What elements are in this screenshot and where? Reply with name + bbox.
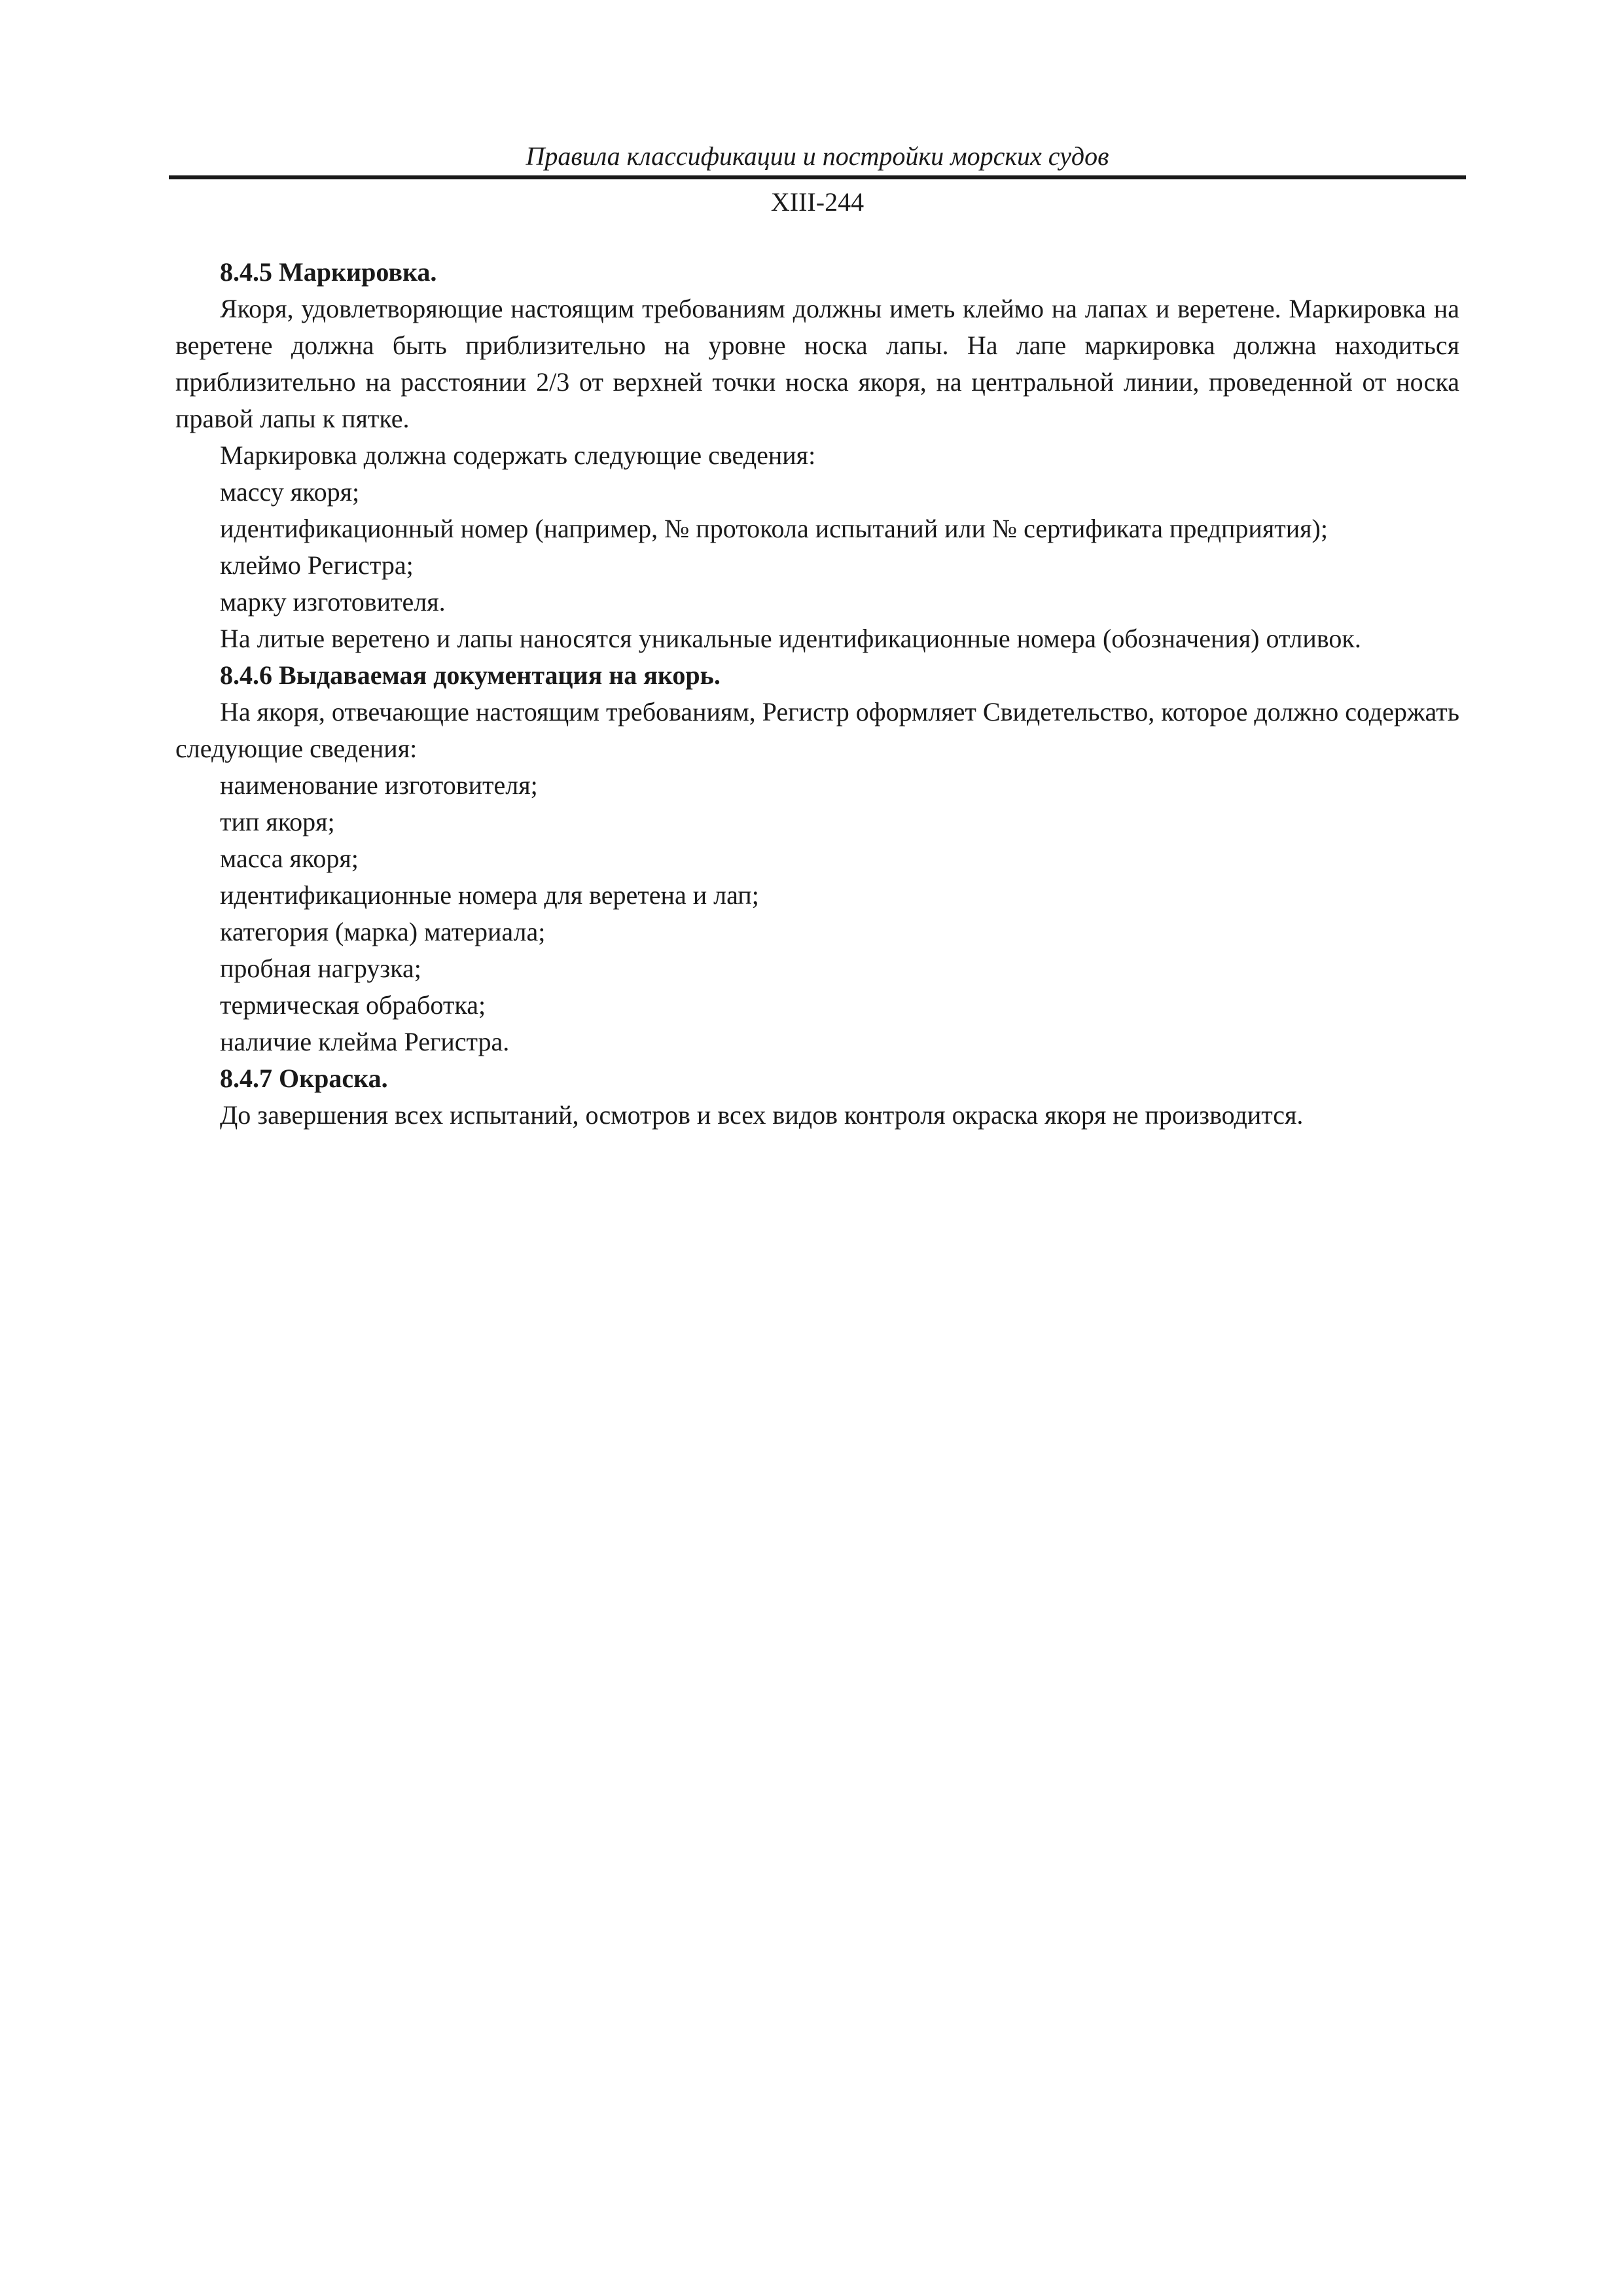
paragraph: Якоря, удовлетворяющие настоящим требованиям должны иметь клеймо на лапах и веретене. Маркировка на веретене должна быть приблизительно на уровне носка лапы. На лапе маркировка должна находиться приблизительно на расстоянии 2/3 от верхней точки носка якоря, на центральной линии, проведенной от носка правой лапы к пятке. (175, 294, 1459, 433)
list-item: идентификационные номера для веретена и лап; (220, 880, 759, 910)
paragraph: Маркировка должна содержать следующие сведения: (220, 440, 816, 470)
list-item: идентификационный номер (например, № протокола испытаний или № сертификата предприятия); (220, 514, 1328, 543)
list-item: категория (марка) материала; (220, 917, 546, 946)
list-item: клеймо Регистра; (220, 550, 414, 580)
page-number: XIII-244 (770, 187, 865, 217)
list-item: пробная нагрузка; (220, 954, 421, 983)
running-header: Правила классификации и постройки морских судов (526, 141, 1109, 171)
header-rule (169, 175, 1466, 179)
list-item: термическая обработка; (220, 990, 486, 1020)
paragraph: На литые веретено и лапы наносятся уникальные идентификационные номера (обозначения) отливок. (220, 624, 1361, 653)
list-item: масса якоря; (220, 844, 359, 873)
list-item: массу якоря; (220, 477, 360, 507)
document-body (175, 254, 1459, 1134)
paragraph: До завершения всех испытаний, осмотров и всех видов контроля окраска якоря не производится. (220, 1100, 1304, 1130)
list-item: марку изготовителя. (220, 587, 446, 617)
list-item: наличие клейма Регистра. (220, 1027, 510, 1056)
list-item: наименование изготовителя; (220, 770, 538, 800)
section-heading-8-4-5: 8.4.5 Маркировка. (220, 257, 437, 287)
section-heading-8-4-7: 8.4.7 Окраска. (220, 1064, 388, 1093)
paragraph: На якоря, отвечающие настоящим требованиям, Регистр оформляет Свидетельство, которое должно содержать следующие сведения: (175, 697, 1459, 763)
section-heading-8-4-6: 8.4.6 Выдаваемая документация на якорь. (220, 660, 721, 690)
list-item: тип якоря; (220, 807, 335, 836)
